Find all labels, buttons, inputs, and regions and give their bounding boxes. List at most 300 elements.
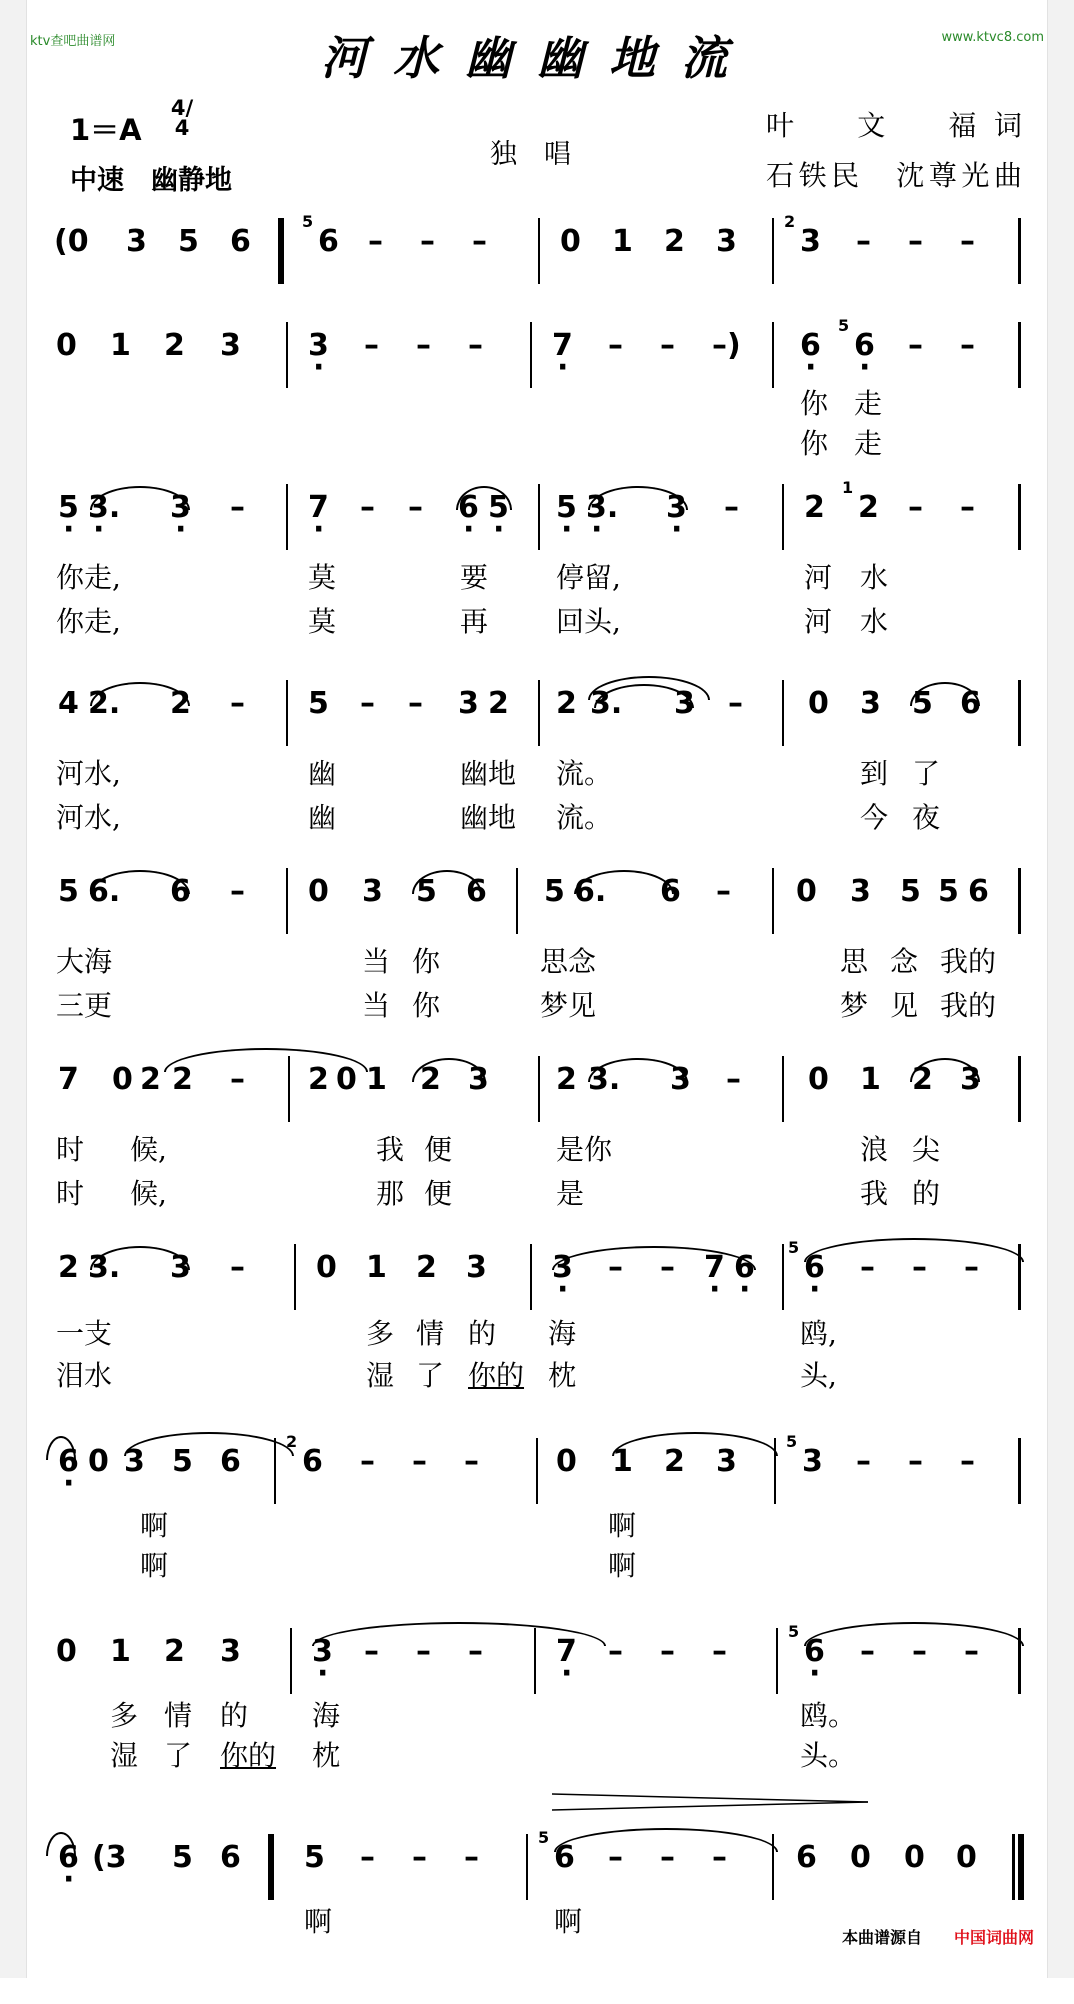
lyric: 你 (412, 945, 441, 978)
note: – (468, 1634, 483, 1669)
lyric: 鸥, (800, 1317, 837, 1350)
note: 2 (164, 1634, 185, 1669)
score-line-5 (56, 868, 1022, 1038)
grace-note: 5 (788, 1622, 800, 1641)
note: – (230, 686, 245, 721)
grace-note: 5 (838, 316, 850, 335)
note: 3 (716, 1444, 737, 1479)
lyric: 回头, (556, 605, 621, 638)
lyric: 情 (164, 1699, 193, 1732)
note: 3 (716, 224, 737, 259)
lyric: 便 (424, 1133, 453, 1166)
song-title: 河水幽幽地流 (321, 31, 753, 85)
left-margin-strip (0, 0, 27, 1978)
tempo-marking: 中速 幽静地 (70, 165, 232, 196)
note: – (230, 1062, 245, 1097)
note: 6 (466, 874, 487, 909)
lyric: 的 (468, 1317, 497, 1350)
note: – (360, 1840, 375, 1875)
grace-note: 5 (788, 1238, 800, 1257)
note: 5 (172, 1840, 193, 1875)
lyric: 便 (424, 1177, 453, 1210)
note: – (472, 224, 487, 259)
time-signature-text: 4/4 (170, 96, 194, 140)
lyric: 当 (362, 989, 391, 1022)
note: 6. (88, 874, 121, 909)
note: 2 (556, 1062, 577, 1097)
slur (124, 1432, 294, 1456)
barline (286, 484, 288, 550)
note: 3 (220, 1634, 241, 1669)
note: 2 (664, 1444, 685, 1479)
lyric: 到 (860, 757, 889, 790)
note: 3 (674, 686, 695, 721)
note: 0 (808, 686, 829, 721)
barline (294, 1244, 296, 1310)
note: – (412, 1840, 427, 1875)
score-line-4 (56, 680, 1022, 850)
grace-note: 5 (538, 1828, 550, 1847)
lyric: 幽 (308, 757, 337, 790)
grace-note: 2 (286, 1432, 298, 1451)
note: 3. (590, 686, 623, 721)
lyric: 是 (556, 1177, 585, 1210)
note: 6 (660, 874, 681, 909)
score-line-3 (56, 478, 1022, 654)
slur (612, 1432, 778, 1456)
note: 4 (58, 686, 79, 721)
note: 5 (178, 224, 199, 259)
lyric: 水 (860, 561, 889, 594)
barline (782, 484, 784, 550)
note: 5 (416, 874, 437, 909)
lyric: 河 (804, 605, 833, 638)
lyric: 是你 (556, 1133, 613, 1166)
note: 5 (900, 874, 921, 909)
barline (782, 1056, 784, 1122)
lyric: 啊 (554, 1905, 583, 1938)
lyric: 当 (362, 945, 391, 978)
lyric: 梦见 (540, 989, 597, 1022)
note: 0 (56, 328, 77, 363)
note: – (856, 1444, 871, 1479)
note: 2 (858, 490, 879, 525)
note: – (408, 490, 423, 525)
performance-type: 独 唱 (490, 139, 571, 170)
lyric: 浪 (860, 1133, 889, 1166)
note: 7 · (704, 1250, 725, 1285)
note: 0 (336, 1062, 357, 1097)
note: 3 (802, 1444, 823, 1479)
final-barline-thick (1018, 1834, 1024, 1900)
footer-source-site[interactable]: 中国词曲网 (954, 1928, 1035, 1947)
note: – (856, 224, 871, 259)
note: 3 (124, 1444, 145, 1479)
barline (286, 868, 288, 934)
note: – (660, 1634, 675, 1669)
lyric: 头, (800, 1359, 837, 1392)
note: 6 · (804, 1634, 825, 1669)
note: 6 · (458, 490, 479, 525)
note: – (360, 490, 375, 525)
lyric: 多 (110, 1699, 139, 1732)
note: 3 · (308, 328, 329, 363)
note-row (58, 1828, 1022, 1914)
lyric: 你走, (56, 605, 121, 638)
lyric: 水 (860, 605, 889, 638)
note: (3 (92, 1840, 127, 1875)
lyric: 我 (376, 1133, 405, 1166)
note: – (960, 224, 975, 259)
barline (286, 322, 288, 388)
note: – (364, 1634, 379, 1669)
lyric: 幽地 (460, 801, 517, 834)
note: 3 (960, 1062, 981, 1097)
note: – (464, 1444, 479, 1479)
note: 6 (230, 224, 251, 259)
lyric: 湿 (110, 1739, 139, 1772)
note: – (660, 1250, 675, 1285)
lyric: 我的 (940, 945, 997, 978)
note: 2 (308, 1062, 329, 1097)
note: 3 · (666, 490, 687, 525)
note: 6 (220, 1444, 241, 1479)
barline (286, 680, 288, 746)
note: 3 (220, 328, 241, 363)
lyric: 你的 (220, 1739, 277, 1772)
note: – (908, 328, 923, 363)
lyric: 你 (412, 989, 441, 1022)
note: – (964, 1250, 979, 1285)
note: 2 (556, 686, 577, 721)
note: 2 (170, 686, 191, 721)
note: 6 (968, 874, 989, 909)
note: 2 (664, 224, 685, 259)
note: 6 · (800, 328, 821, 363)
note: 6 (220, 1840, 241, 1875)
note: 0 (112, 1062, 133, 1097)
note: 6 · (804, 1250, 825, 1285)
note: – (860, 1634, 875, 1669)
right-margin-strip (1047, 0, 1074, 1978)
grace-note: 1 (842, 478, 854, 497)
note: – (908, 1444, 923, 1479)
lyric: 你走, (56, 561, 121, 594)
barline (772, 322, 774, 388)
lyric: 湿 (366, 1359, 395, 1392)
note: 3 (458, 686, 479, 721)
barline (1018, 1438, 1021, 1504)
lyric: 走 (854, 427, 883, 460)
note: – (412, 1444, 427, 1479)
note: – (608, 328, 623, 363)
lyric: 莫 (308, 561, 337, 594)
lyric: 了 (164, 1739, 193, 1772)
note: – (408, 686, 423, 721)
slur (552, 1246, 756, 1270)
lyric: 了 (416, 1359, 445, 1392)
barline (534, 1628, 536, 1694)
note: 0 (316, 1250, 337, 1285)
lyric: 见 (890, 989, 919, 1022)
note: – (416, 328, 431, 363)
note: 3 · (552, 1250, 573, 1285)
grace-note: 5 (302, 212, 314, 231)
lyric: 流。 (556, 757, 613, 790)
note: – (912, 1634, 927, 1669)
lyric: 思 (840, 945, 869, 978)
note: – (960, 328, 975, 363)
barline (536, 1438, 538, 1504)
lyric: 啊 (304, 1905, 333, 1938)
barline (526, 1834, 528, 1900)
note: 0 (904, 1840, 925, 1875)
lyric: 三更 (56, 989, 113, 1022)
note: – (960, 1444, 975, 1479)
note: 6. (574, 874, 607, 909)
lyric: 多 (366, 1317, 395, 1350)
note: 6 · (854, 328, 875, 363)
note: 2 (912, 1062, 933, 1097)
note: 1 (860, 1062, 881, 1097)
lyric: 啊 (140, 1509, 169, 1542)
note: 1 (110, 1634, 131, 1669)
note: 7 · (556, 1634, 577, 1669)
note: 5 · (556, 490, 577, 525)
note: 1 (612, 1444, 633, 1479)
note: – (660, 328, 675, 363)
note: 2 (420, 1062, 441, 1097)
lyric: 河水, (56, 757, 121, 790)
barline (782, 1244, 784, 1310)
note: 5 · (58, 490, 79, 525)
barline (776, 1628, 778, 1694)
note: 3 · (170, 490, 191, 525)
note: 2 (140, 1062, 161, 1097)
note: 0 (956, 1840, 977, 1875)
lyricist-credit: 叶 文 福词 (766, 109, 1022, 142)
note: – (712, 1634, 727, 1669)
note: 6 (170, 874, 191, 909)
site-name-right: www.ktvc8.com (941, 30, 1044, 45)
note: – (230, 1250, 245, 1285)
note: 7 · (552, 328, 573, 363)
note: –) (712, 328, 741, 363)
note: 1 (366, 1062, 387, 1097)
barline (1018, 322, 1021, 388)
note: 3 (800, 224, 821, 259)
footer-source-label: 本曲谱源自 (842, 1928, 923, 1947)
score-line-6 (56, 1056, 1022, 1226)
note-row (60, 1056, 1022, 1136)
barline (772, 1834, 774, 1900)
note: 6 (302, 1444, 323, 1479)
note: – (908, 490, 923, 525)
lyric: 再 (460, 605, 489, 638)
note: 3. (88, 1250, 121, 1285)
lyric: 河水, (56, 801, 121, 834)
note: – (908, 224, 923, 259)
lyric: 情 (416, 1317, 445, 1350)
note: 6 · (734, 1250, 755, 1285)
barline (782, 680, 784, 746)
lyric: 幽 (308, 801, 337, 834)
note: 3 (126, 224, 147, 259)
lyric: 时 (56, 1133, 85, 1166)
barline (772, 218, 774, 284)
lyric: 流。 (556, 801, 613, 834)
barline (1018, 1244, 1021, 1310)
note-row (54, 212, 1022, 298)
barline (772, 868, 774, 934)
note: 1 (612, 224, 633, 259)
note: 6 (318, 224, 339, 259)
lyric: 大海 (56, 945, 113, 978)
note: 3. · (88, 490, 120, 525)
lyric: 你 (800, 427, 829, 460)
score-line-8 (58, 1432, 1022, 1608)
lyric: 那 (376, 1177, 405, 1210)
note: 6 (960, 686, 981, 721)
barline (530, 322, 532, 388)
note: 0 (308, 874, 329, 909)
note: (0 (54, 224, 89, 259)
note: – (464, 1840, 479, 1875)
lyric: 夜 (912, 801, 941, 834)
note: – (712, 1840, 727, 1875)
lyric: 停留, (556, 561, 621, 594)
lyric: 走 (854, 387, 883, 420)
lyric: 海 (548, 1317, 577, 1350)
note: 0 (808, 1062, 829, 1097)
barline (1018, 484, 1021, 550)
note-row (58, 478, 1022, 564)
lyric: 尖 (912, 1133, 941, 1166)
note: 6 · (58, 1840, 79, 1875)
note: 3 (670, 1062, 691, 1097)
note: – (360, 686, 375, 721)
note: 0 (560, 224, 581, 259)
note: 7 · (308, 490, 329, 525)
lyric: 枕 (312, 1739, 341, 1772)
barline (516, 868, 518, 934)
barline (274, 1438, 276, 1504)
lyric: 幽地 (460, 757, 517, 790)
note: – (360, 1444, 375, 1479)
note: – (716, 874, 731, 909)
note: 5 (58, 874, 79, 909)
key-signature: 1＝A (70, 113, 142, 147)
lyric: 头。 (800, 1739, 857, 1772)
lyric: 要 (460, 561, 489, 594)
lyric: 一支 (56, 1317, 113, 1350)
note: 5 (172, 1444, 193, 1479)
lyric: 枕 (548, 1359, 577, 1392)
lyric: 啊 (608, 1509, 637, 1542)
barline (290, 1628, 292, 1694)
note: – (368, 224, 383, 259)
note: 3. · (586, 490, 618, 525)
note: 3 (362, 874, 383, 909)
composer-credit: 石铁民 沈尊光曲 (766, 159, 1022, 192)
note: 0 (796, 874, 817, 909)
note: 6 · (58, 1444, 79, 1479)
barline (1018, 1628, 1021, 1694)
lyric: 你的 (468, 1359, 525, 1392)
lyric: 的 (912, 1177, 941, 1210)
note: 5 (304, 1840, 325, 1875)
barline (1018, 1056, 1021, 1122)
note: – (728, 686, 743, 721)
note: 1 (366, 1250, 387, 1285)
note: 0 (850, 1840, 871, 1875)
note: – (912, 1250, 927, 1285)
note-row (58, 1432, 1022, 1518)
barline (774, 1438, 776, 1504)
note: 5 (938, 874, 959, 909)
note: – (468, 328, 483, 363)
note: – (608, 1634, 623, 1669)
note-row (56, 1622, 1022, 1708)
note: – (726, 1062, 741, 1097)
lyric: 时 (56, 1177, 85, 1210)
note: – (724, 490, 739, 525)
note: – (416, 1634, 431, 1669)
lyric: 啊 (140, 1549, 169, 1582)
note: 0 (56, 1634, 77, 1669)
note: 2 (58, 1250, 79, 1285)
lyric: 泪水 (56, 1359, 113, 1392)
note: 6 (796, 1840, 817, 1875)
barline (1018, 868, 1021, 934)
note: 7 (58, 1062, 79, 1097)
note-row (58, 1238, 1022, 1324)
note: – (420, 224, 435, 259)
site-name-left: ktv查吧曲谱网 (30, 34, 116, 49)
note: 3 (468, 1062, 489, 1097)
score-line-10 (58, 1828, 1022, 2004)
note: – (960, 490, 975, 525)
note: 3 (850, 874, 871, 909)
repeat-barline (268, 1834, 274, 1900)
note: 0 (556, 1444, 577, 1479)
final-barline (1012, 1834, 1015, 1900)
lyric: 莫 (308, 605, 337, 638)
note: 2 (416, 1250, 437, 1285)
lyric: 候, (130, 1177, 167, 1210)
lyric: 思念 (540, 945, 597, 978)
score-line-2 (56, 316, 1022, 492)
lyric: 念 (890, 945, 919, 978)
lyric: 我 (860, 1177, 889, 1210)
note: – (364, 328, 379, 363)
lyric: 梦 (840, 989, 869, 1022)
barline (288, 1056, 290, 1122)
note: 3. (588, 1062, 621, 1097)
note: – (230, 490, 245, 525)
note: 1 (110, 328, 131, 363)
note: 5 (544, 874, 565, 909)
barline (530, 1244, 532, 1310)
note: – (608, 1840, 623, 1875)
note: 2 (488, 686, 509, 721)
note: 2 (804, 490, 825, 525)
note: 3 (466, 1250, 487, 1285)
note-row (60, 680, 1022, 760)
grace-note: 2 (784, 212, 796, 231)
lyric: 河 (804, 561, 833, 594)
note-row (60, 868, 1022, 948)
